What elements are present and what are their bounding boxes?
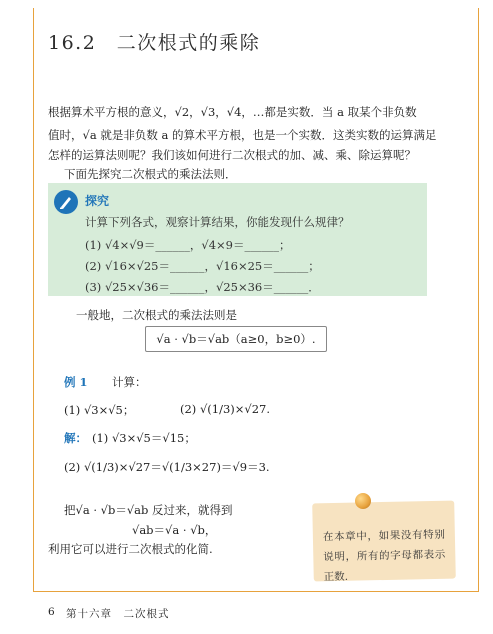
rule-intro: 一般地，二次根式的乘法法则是: [76, 308, 237, 322]
reverse-line-3: 利用它可以进行二次根式的化简.: [48, 542, 213, 556]
explore-pencil-icon: [54, 190, 78, 214]
multiplication-rule-formula: √a · √b＝√ab（a≥0，b≥0）.: [156, 332, 316, 346]
example-question-2: (2) √(1/3)×√27.: [180, 402, 271, 416]
explore-item-2: (2) √16×√25＝______，√16×25＝______；: [85, 259, 320, 273]
explore-item-1: (1) √4×√9＝______，√4×9＝______；: [85, 238, 291, 252]
intro-line-1: 根据算术平方根的意义，√2，√3，√4，…都是实数．当 a 取某个非负数: [48, 105, 417, 119]
explore-item-3: (3) √25×√36＝______，√25×36＝______．: [85, 280, 320, 294]
sticky-note-text: 在本章中，如果没有特别说明，所有的字母都表示正数.: [322, 528, 446, 584]
page-number: 6: [48, 606, 55, 618]
reverse-line-1: 把√a · √b＝√ab 反过来，就得到: [64, 503, 233, 517]
reverse-line-2: √ab＝√a · √b，: [132, 523, 217, 537]
explore-prompt: 计算下列各式，观察计算结果，你能发现什么规律？: [85, 215, 350, 229]
example-text: 计算：: [112, 375, 147, 389]
intro-line-3: 怎样的运算法则呢？我们该如何进行二次根式的加、减、乘、除运算呢？: [48, 148, 416, 162]
multiplication-rule-box: [145, 326, 327, 352]
example-question-1: (1) √3×√5；: [64, 403, 135, 417]
section-title: 16.2 二次根式的乘除: [48, 32, 261, 54]
solution-line-2: (2) √(1/3)×√27＝√(1/3×27)＝√9＝3.: [64, 460, 270, 474]
solution-label: 解：: [64, 431, 87, 445]
example-label: 例 1: [64, 375, 88, 389]
chapter-footer: 第十六章 二次根式: [66, 608, 170, 620]
sticky-note: [312, 501, 456, 582]
intro-line-2: 值时，√a 就是非负数 a 的算术平方根，也是一个实数．这类实数的运算满足: [48, 128, 437, 142]
pushpin-icon: [355, 493, 371, 509]
explore-title: 探究: [85, 194, 110, 208]
solution-line-1: (1) √3×√5＝√15；: [92, 431, 196, 445]
intro-line-4: 下面先探究二次根式的乘法法则．: [64, 167, 237, 181]
